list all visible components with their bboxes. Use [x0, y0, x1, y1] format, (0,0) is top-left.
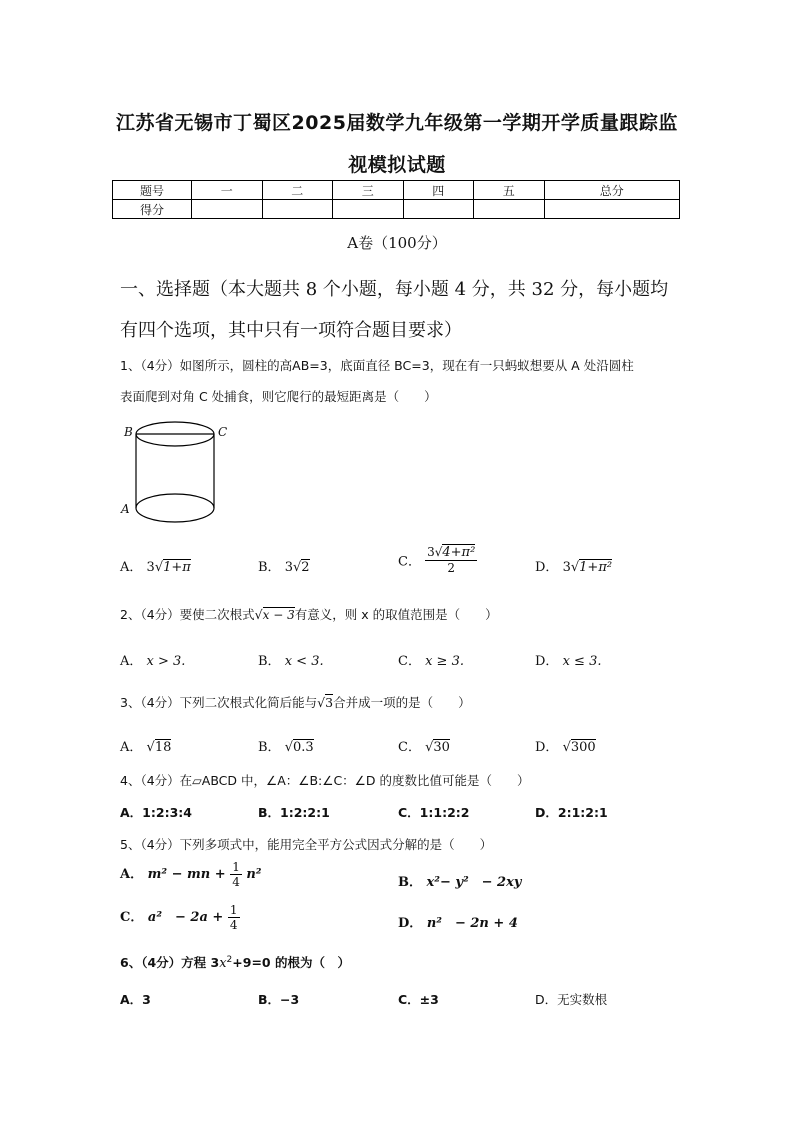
- sqrt-icon: √: [434, 545, 443, 559]
- sqrt-icon: √: [425, 740, 434, 755]
- radicand: 4+π²: [442, 545, 476, 560]
- sqrt-icon: √: [254, 607, 263, 622]
- numerator: 1: [232, 860, 240, 874]
- score-table: [112, 180, 680, 219]
- score-table-cell: 得分: [113, 200, 192, 219]
- option-math: x²− y² − 2xy: [426, 875, 522, 890]
- q4-option-b[interactable]: B．1:2:2:1: [258, 805, 330, 820]
- label-a: A: [121, 502, 130, 516]
- sqrt-icon: √: [292, 560, 302, 575]
- q5-option-b[interactable]: [398, 871, 521, 890]
- q2-post: 有意义，则 x 的取值范围是（ ）: [294, 607, 498, 622]
- q3-pre: 3、（4分）下列二次根式化简后能与: [120, 695, 318, 710]
- sqrt-icon: √: [317, 695, 326, 710]
- option-math: x ≥ 3.: [425, 654, 464, 669]
- cylinder-diagram: [118, 418, 228, 528]
- q3-option-c[interactable]: [398, 736, 450, 755]
- q1-text-line-2: 表面爬到对角 C 处捕食，则它爬行的最短距离是（ ）: [120, 389, 437, 404]
- option-math: m² − mn +: [147, 867, 226, 882]
- q1-option-d[interactable]: [535, 556, 612, 575]
- fraction: [228, 903, 240, 932]
- q6-option-c[interactable]: C．±3: [398, 992, 439, 1007]
- score-input-cell[interactable]: [403, 200, 474, 219]
- option-label: A．: [120, 560, 143, 575]
- option-math: x ≤ 3.: [562, 654, 602, 669]
- radicand: 300: [570, 740, 596, 755]
- score-input-cell[interactable]: [192, 200, 263, 219]
- paper-a-heading: A卷（100分）: [347, 234, 447, 252]
- q4-option-c[interactable]: C．1:1:2:2: [398, 805, 470, 820]
- q2-option-d[interactable]: [535, 650, 601, 669]
- option-label: D．: [398, 916, 423, 931]
- q2-pre: 2、（4分）要使二次根式: [120, 607, 255, 622]
- sqrt-icon: √: [562, 740, 571, 755]
- label-c: C: [218, 425, 228, 439]
- radicand: 3: [325, 695, 334, 710]
- radicand: 1+π²: [579, 560, 613, 575]
- q6-option-d[interactable]: D．无实数根: [535, 992, 608, 1007]
- coef: 3: [562, 560, 571, 575]
- q5-option-c[interactable]: [120, 903, 240, 932]
- q6-pre: 6、（4分）方程 3: [120, 955, 220, 970]
- score-input-cell[interactable]: [474, 200, 545, 219]
- radicand: 18: [154, 740, 172, 755]
- coef: 3: [146, 560, 155, 575]
- q6-post: +9=0 的根为（ ）: [232, 955, 350, 970]
- sqrt-icon: √: [284, 740, 293, 755]
- option-label: B．: [258, 654, 281, 669]
- score-table-cell: 四: [403, 181, 474, 200]
- title-line-1: 江苏省无锡市丁蜀区2025届数学九年级第一学期开学质量跟踪监: [116, 112, 678, 134]
- radicand: 2: [301, 560, 310, 575]
- option-label: C．: [398, 554, 421, 570]
- score-table-cell: 二: [262, 181, 333, 200]
- score-input-cell[interactable]: [333, 200, 404, 219]
- option-label: A．: [120, 740, 143, 755]
- option-label: A．: [120, 867, 144, 882]
- score-table-cell: 三: [333, 181, 404, 200]
- q5-option-a[interactable]: [120, 860, 262, 889]
- q6-x: x: [219, 956, 227, 971]
- option-math: x > 3.: [146, 654, 186, 669]
- label-b: B: [124, 425, 133, 439]
- numerator: 1: [229, 903, 238, 917]
- option-label: A．: [120, 654, 143, 669]
- option-label: C．: [398, 740, 421, 755]
- denominator: 4: [232, 875, 240, 889]
- section-heading-line-1: 一、选择题（本大题共 8 个小题，每小题 4 分，共 32 分，每小题均: [120, 279, 669, 300]
- option-math: n² − 2n + 4: [426, 916, 518, 931]
- option-math: a² − 2a +: [147, 910, 224, 925]
- q6-exponent: 2: [226, 954, 233, 965]
- q3-post: 合并成一项的是（ ）: [333, 695, 471, 710]
- fraction: [230, 860, 242, 889]
- q2-option-a[interactable]: [120, 650, 185, 669]
- q3-option-a[interactable]: [120, 736, 171, 755]
- coef: 3: [427, 545, 435, 559]
- q1-option-b[interactable]: [258, 556, 310, 575]
- score-table-score-row: [113, 200, 680, 219]
- option-label: D．: [535, 654, 559, 669]
- score-input-cell[interactable]: [544, 200, 680, 219]
- fraction: [425, 545, 477, 575]
- score-table-cell: 一: [192, 181, 263, 200]
- q2-option-b[interactable]: [258, 650, 324, 669]
- q3-option-d[interactable]: [535, 736, 596, 755]
- q4-text: 4、（4分）在▱ABCD 中，∠A：∠B:∠C：∠D 的度数比值可能是（ ）: [120, 773, 530, 788]
- q1-option-a[interactable]: [120, 556, 191, 575]
- option-math: n²: [246, 867, 262, 882]
- q5-text: 5、（4分）下列多项式中，能用完全平方公式因式分解的是（ ）: [120, 837, 493, 852]
- q1-option-c[interactable]: [398, 545, 477, 575]
- q3-text: [120, 693, 471, 711]
- q1-text-line-1: 1、（4分）如图所示，圆柱的高AB=3，底面直径 BC=3，现在有一只蚂蚁想要从 A 处沿圆柱: [120, 358, 634, 373]
- q6-text: [120, 953, 350, 971]
- q2-text: [120, 605, 498, 623]
- sqrt-icon: √: [154, 560, 164, 575]
- q2-option-c[interactable]: [398, 650, 464, 669]
- option-label: C．: [120, 910, 144, 925]
- score-input-cell[interactable]: [262, 200, 333, 219]
- option-label: C．: [398, 654, 421, 669]
- section-heading-line-2: 有四个选项，其中只有一项符合题目要求）: [120, 320, 462, 341]
- sqrt-icon: √: [570, 560, 580, 575]
- option-label: B．: [398, 875, 422, 890]
- q6-option-b[interactable]: B．−3: [258, 992, 300, 1007]
- q4-option-d[interactable]: D．2:1:2:1: [535, 805, 608, 820]
- cylinder-bottom-ellipse: [136, 494, 214, 522]
- sqrt-icon: √: [146, 740, 155, 755]
- score-table-cell: 题号: [113, 181, 192, 200]
- option-label: B．: [258, 560, 281, 575]
- denominator: 4: [229, 918, 238, 932]
- radicand: x − 3: [262, 608, 295, 622]
- title-line-2: 视模拟试题: [348, 154, 446, 176]
- option-label: D．: [535, 560, 559, 575]
- radicand: 1+π: [163, 560, 191, 575]
- radicand: 30: [433, 740, 450, 755]
- denominator: 2: [447, 561, 456, 575]
- score-table-header-row: [113, 181, 680, 200]
- q4-option-a[interactable]: A．1:2:3:4: [120, 805, 192, 820]
- option-label: D．: [535, 740, 559, 755]
- q6-option-a[interactable]: A．3: [120, 992, 151, 1007]
- q5-option-d[interactable]: [398, 912, 518, 931]
- score-table-cell: 总分: [544, 181, 680, 200]
- score-table-cell: 五: [474, 181, 545, 200]
- coef: 3: [284, 560, 293, 575]
- q3-option-b[interactable]: [258, 736, 314, 755]
- radicand: 0.3: [293, 740, 314, 755]
- option-label: B．: [258, 740, 281, 755]
- option-math: x < 3.: [284, 654, 324, 669]
